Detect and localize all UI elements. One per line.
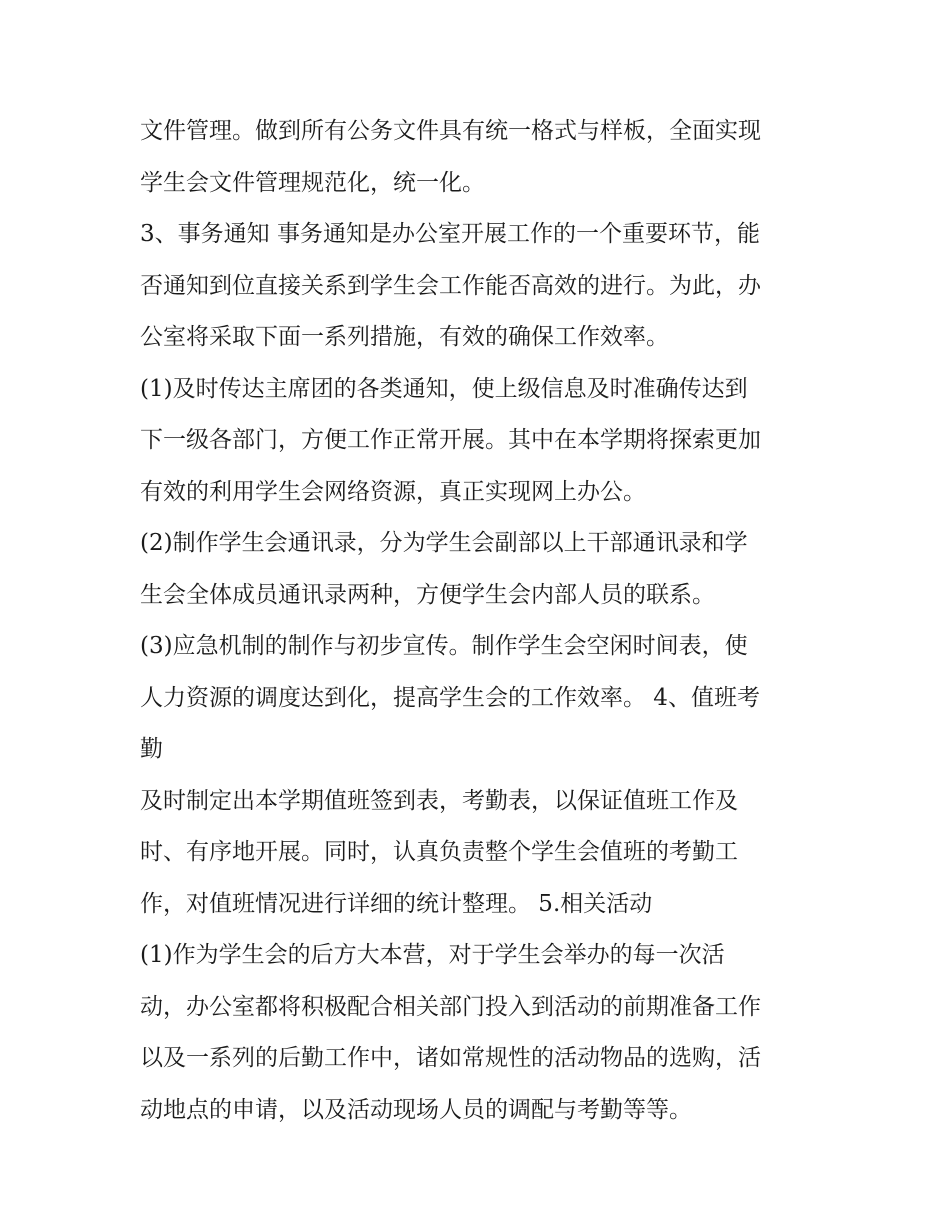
text-line: (1)作为学生会的后方大本营，对于学生会举办的每一次活 <box>140 942 725 968</box>
text-line: 有效的利用学生会网络资源，真正实现网上办公。 <box>140 478 646 505</box>
text-line: 人力资源的调度达到化，提高学生会的工作效率。 4、值班考 <box>140 684 760 711</box>
text-line: 学生会文件管理规范化，统一化。 <box>140 169 485 196</box>
text-line: 否通知到位直接关系到学生会工作能否高效的进行。为此，办 <box>140 272 761 299</box>
text-line: 下一级各部门，方便工作正常开展。其中在本学期将探索更加 <box>140 427 761 453</box>
text-line: 作，对值班情况进行详细的统计整理。 5.相关活动 <box>140 890 653 917</box>
text-line: 动，办公室都将积极配合相关部门投入到活动的前期准备工作 <box>140 993 761 1020</box>
document-body <box>140 106 830 1136</box>
text-line: 及时制定出本学期值班签到表，考勤表，以保证值班工作及 <box>140 787 738 814</box>
text-line: 时、有序地开展。同时，认真负责整个学生会值班的考勤工 <box>140 839 738 865</box>
text-line: 3、事务通知 事务通知是办公室开展工作的一个重要环节，能 <box>140 221 760 247</box>
text-line: (3)应急机制的制作与初步宣传。制作学生会空闲时间表，使 <box>140 633 748 659</box>
text-line: (1)及时传达主席团的各类通知，使上级信息及时准确传达到 <box>140 375 748 402</box>
text-line: 公室将采取下面一系列措施，有效的确保工作效率。 <box>140 324 669 350</box>
text-line: 勤 <box>140 736 163 762</box>
text-line: 动地点的申请，以及活动现场人员的调配与考勤等等。 <box>140 1096 692 1123</box>
text-line: 生会全体成员通讯录两种，方便学生会内部人员的联系。 <box>140 581 715 608</box>
text-line: 文件管理。做到所有公务文件具有统一格式与样板，全面实现 <box>140 118 761 144</box>
text-line: (2)制作学生会通讯录，分为学生会副部以上干部通讯录和学 <box>140 530 748 556</box>
text-line: 以及一系列的后勤工作中，诸如常规性的活动物品的选购，活 <box>140 1045 761 1071</box>
